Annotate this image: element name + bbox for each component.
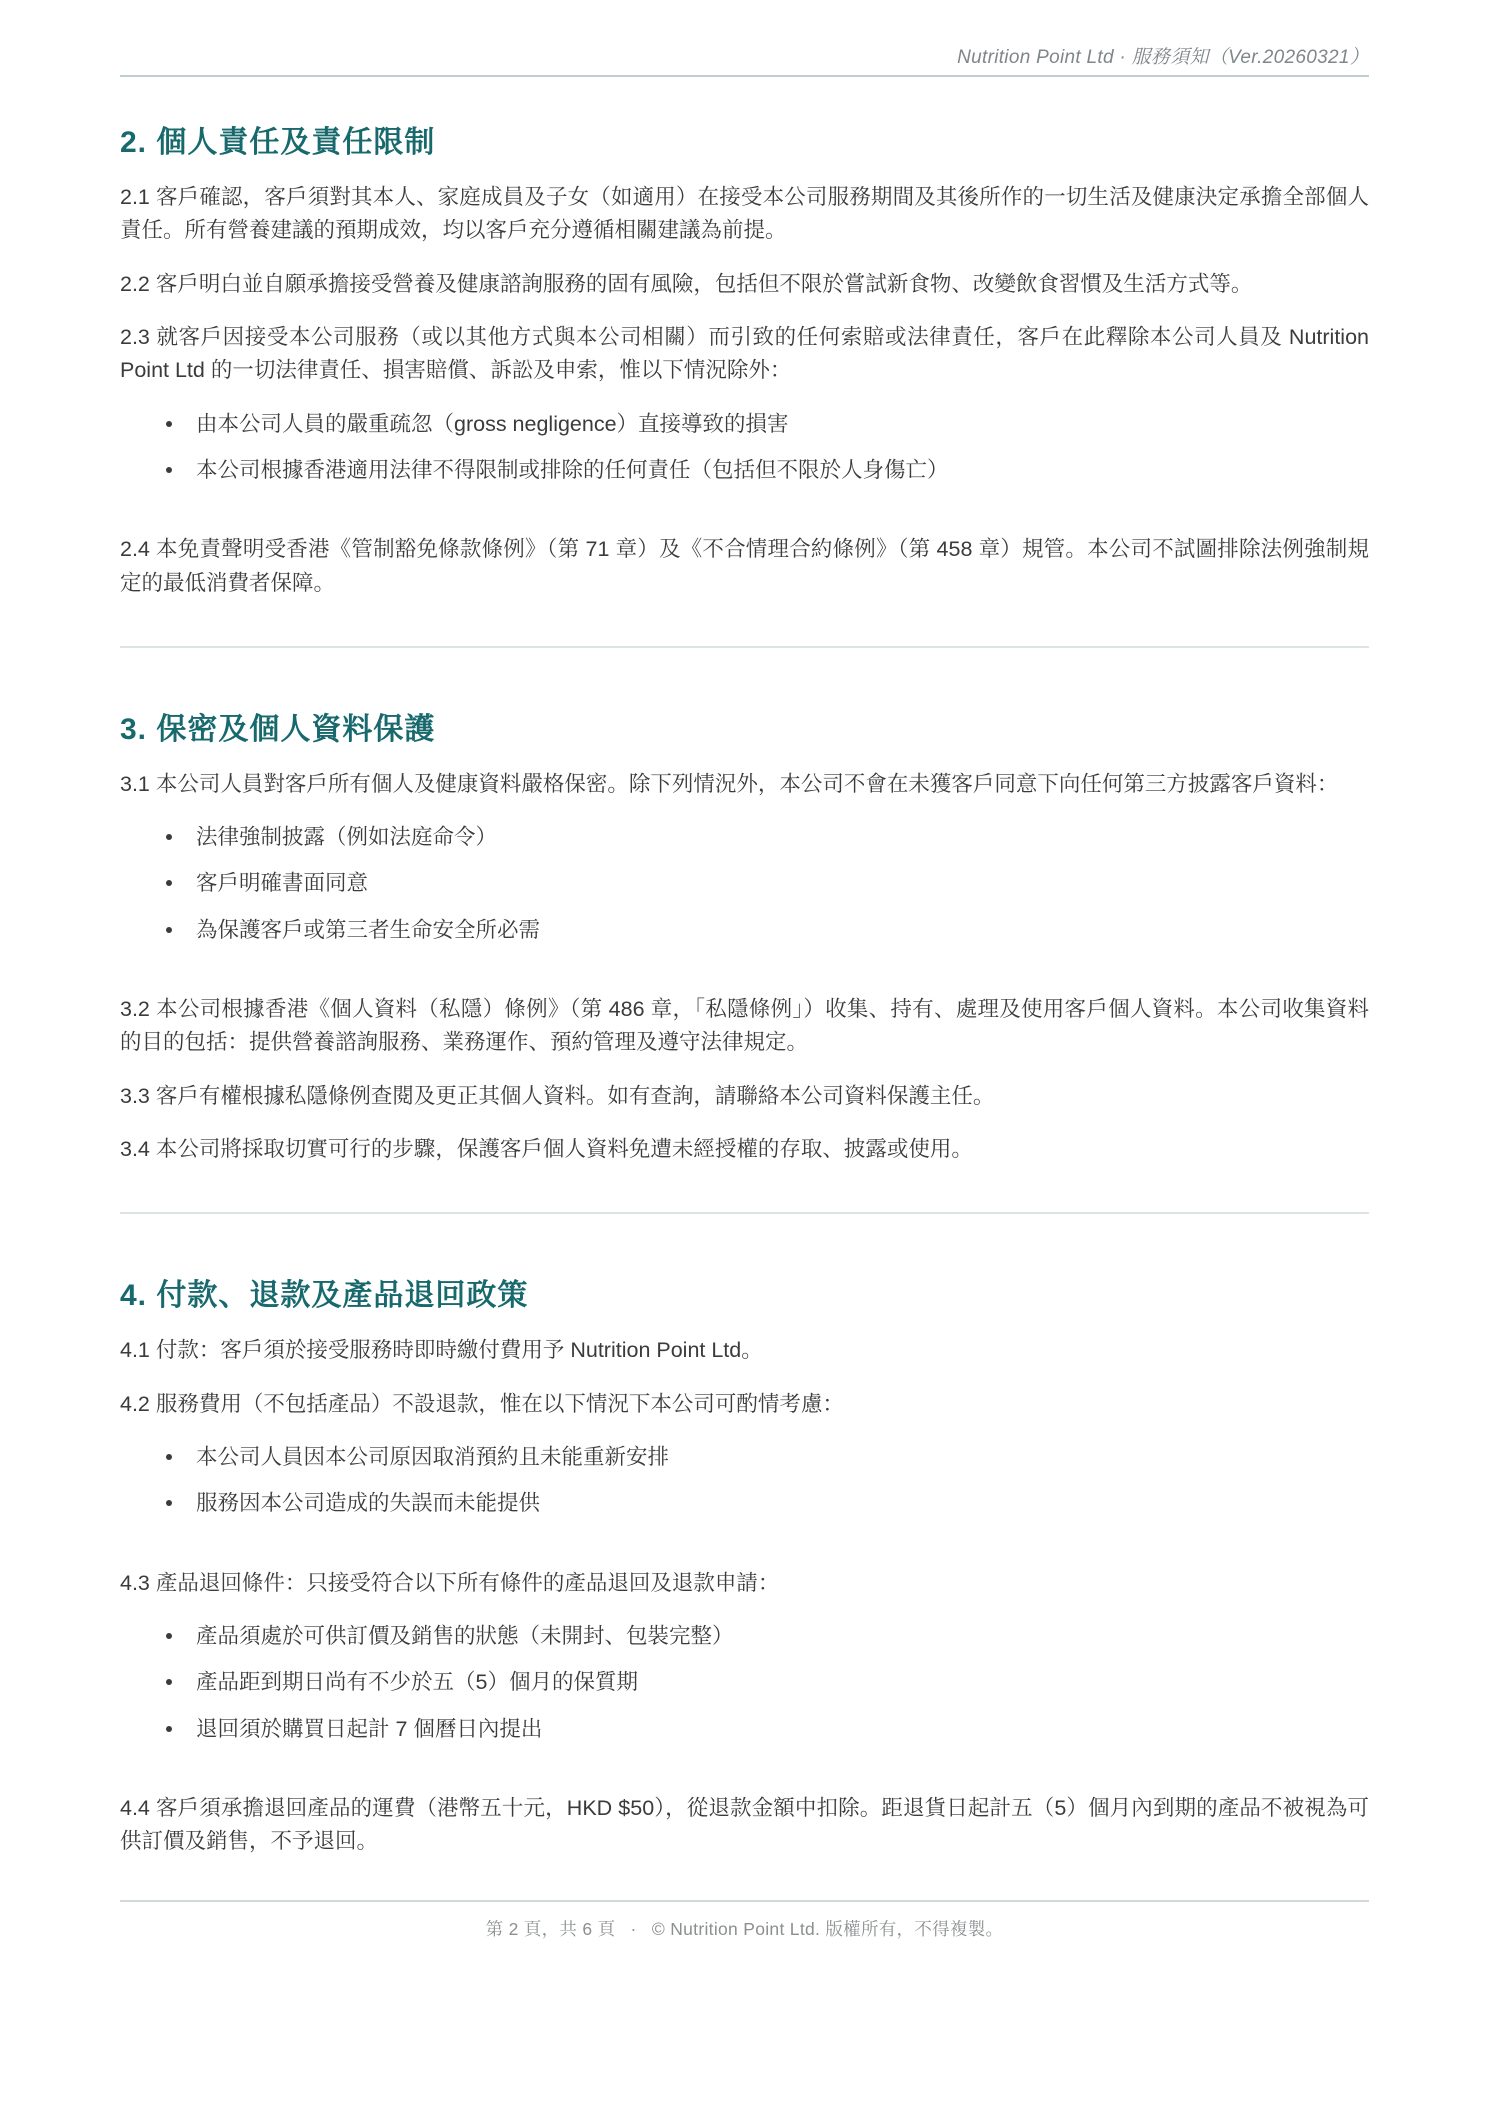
bullet-list-3-1 — [120, 821, 1369, 947]
bullet-icon — [166, 834, 172, 840]
list-item — [120, 867, 1369, 900]
list-item — [120, 1620, 1369, 1653]
list-item-text: 產品距到期日尚有不少於五（5）個月的保質期 — [196, 1670, 638, 1695]
list-item — [120, 821, 1369, 854]
list-item — [120, 1713, 1369, 1746]
bullet-icon — [166, 1679, 172, 1685]
bullet-icon — [166, 1500, 172, 1506]
bullet-icon — [166, 927, 172, 933]
clause-4-3: 4.3 產品退回條件：只接受符合以下所有條件的產品退回及退款申請： — [120, 1570, 780, 1595]
clause-3-4: 3.4 本公司將採取切實可行的步驟，保護客戶個人資料免遭未經授權的存取、披露或使用。 — [120, 1137, 973, 1161]
section-personal-responsibility — [120, 117, 1369, 600]
clause-3-2: 3.2 本公司根據香港《個人資料（私隱）條例》（第 486 章，「私隱條例」）收集、持有、處理及使用客戶個人資料。本公司收集資料的目的包括：提供營養諮詢服務、業務運作、預約管理及遵守法律規定。 — [120, 997, 1369, 1055]
section-4-title: 4. 付款、退款及產品退回政策 — [120, 1279, 529, 1313]
list-item-text: 客戶明確書面同意 — [196, 871, 369, 896]
list-item-text: 本公司人員因本公司原因取消預約且未能重新安排 — [196, 1444, 670, 1469]
section-divider — [120, 646, 1369, 648]
list-item-text: 由本公司人員的嚴重疏忽（gross negligence）直接導致的損害 — [196, 411, 789, 436]
list-item-text: 產品須處於可供訂價及銷售的狀態（未開封、包裝完整） — [196, 1623, 734, 1648]
bullet-list-4-3 — [120, 1620, 1369, 1746]
clause-2-1: 2.1 客戶確認，客戶須對其本人、家庭成員及子女（如適用）在接受本公司服務期間及其後所作的一切生活及健康決定承擔全部個人責任。所有營養建議的預期成效，均以客戶充分遵循相關建議為前提。 — [120, 185, 1369, 243]
list-item — [120, 914, 1369, 947]
list-item-text: 法律強制披露（例如法庭命令） — [196, 825, 498, 850]
list-item-text: 退回須於購買日起計 7 個曆日內提出 — [196, 1716, 543, 1741]
list-item-text: 為保護客戶或第三者生命安全所必需 — [196, 917, 541, 942]
copyright-text: © Nutrition Point Ltd. 版權所有，不得複製。 — [651, 1919, 1004, 1940]
bullet-icon — [166, 880, 172, 886]
clause-3-1: 3.1 本公司人員對客戶所有個人及健康資料嚴格保密。除下列情況外，本公司不會在未獲客戶同意下向任何第三方披露客戶資料： — [120, 771, 1339, 796]
bullet-icon — [166, 467, 172, 473]
header-divider — [120, 75, 1369, 77]
list-item — [120, 454, 1369, 487]
clause-4-1: 4.1 付款：客戶須於接受服務時即時繳付費用予 Nutrition Point Ltd。 — [120, 1338, 763, 1363]
header-title: Nutrition Point Ltd · 服務須知（Ver.20260321） — [957, 47, 1369, 68]
section-divider — [120, 1212, 1369, 1214]
bullet-icon — [166, 1454, 172, 1460]
clause-2-4: 2.4 本免責聲明受香港《管制豁免條款條例》（第 71 章）及《不合情理合約條例》（第 458 章）規管。本公司不試圖排除法例強制規定的最低消費者保障。 — [120, 537, 1369, 595]
footer-separator: · — [630, 1919, 637, 1940]
bullet-list-2-3 — [120, 408, 1369, 488]
section-privacy-protection — [120, 704, 1369, 1167]
section-payment-refund-policy — [120, 1270, 1369, 1858]
clause-3-3: 3.3 客戶有權根據私隱條例查閱及更正其個人資料。如有查詢，請聯絡本公司資料保護主任。 — [120, 1083, 995, 1108]
list-item — [120, 1666, 1369, 1699]
list-item-text: 本公司根據香港適用法律不得限制或排除的任何責任（包括但不限於人身傷亡） — [196, 457, 949, 482]
list-item — [120, 1441, 1369, 1474]
bullet-list-4-2 — [120, 1441, 1369, 1521]
page-number: 第 2 頁，共 6 頁 — [485, 1919, 616, 1940]
footer-divider — [120, 1900, 1369, 1902]
section-2-title: 2. 個人責任及責任限制 — [120, 126, 436, 159]
clause-4-2: 4.2 服務費用（不包括產品）不設退款，惟在以下情況下本公司可酌情考慮： — [120, 1391, 844, 1416]
list-item — [120, 1487, 1369, 1520]
clause-2-2: 2.2 客戶明白並自願承擔接受營養及健康諮詢服務的固有風險，包括但不限於嘗試新食物、改變飲食習慣及生活方式等。 — [120, 271, 1253, 296]
bullet-icon — [166, 1726, 172, 1732]
section-3-title: 3. 保密及個人資料保護 — [120, 712, 436, 746]
clause-4-4: 4.4 客戶須承擔退回產品的運費（港幣五十元，HKD $50），從退款金額中扣除。距退貨日起計五（5）個月內到期的產品不被視為可供訂價及銷售，不予退回。 — [120, 1795, 1369, 1854]
list-item — [120, 408, 1369, 441]
clause-2-3: 2.3 就客戶因接受本公司服務（或以其他方式與本公司相關）而引致的任何索賠或法律責任，客戶在此釋除本公司人員及 Nutrition Point Ltd 的一切法律責任、損害賠償、訴訟及申索，惟以下情況除外： — [120, 324, 1369, 383]
list-item-text: 服務因本公司造成的失誤而未能提供 — [196, 1491, 541, 1516]
document-header — [120, 42, 1369, 75]
bullet-icon — [166, 1633, 172, 1639]
document-footer — [120, 1916, 1369, 1941]
bullet-icon — [166, 421, 172, 427]
